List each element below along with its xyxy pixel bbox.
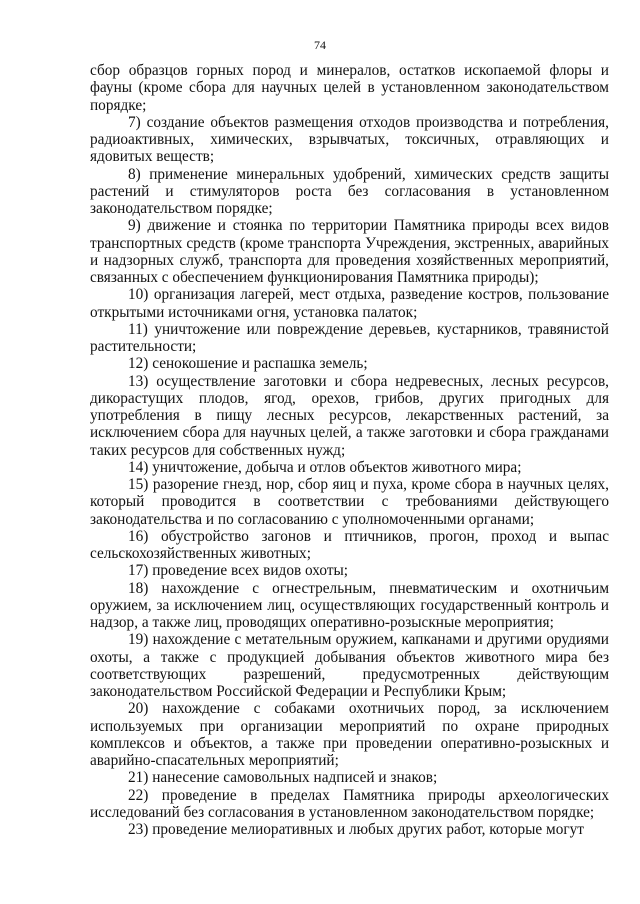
paragraph-item-12: 12) сенокошение и распашка земель; bbox=[128, 355, 368, 373]
paragraph-item-14: 14) уничтожение, добыча и отлов объектов животного мира; bbox=[128, 458, 522, 476]
paragraph-item-16: 16) обустройство загонов и птичников, прогон, проход и выпас сельскохозяйственных животных; bbox=[90, 527, 609, 562]
page-number: 74 bbox=[314, 38, 326, 52]
paragraph-item-20: 20) нахождение с собаками охотничьих пород, за исключением используемых при организации мероприятий по охране природных комплексов и объектов, а также при проведении оперативно-розыскных и аварийно-спасательных мероприятий; bbox=[90, 700, 609, 769]
paragraph-item-9: 9) движение и стоянка по территории Памятника природы всех видов транспортных средств (кроме транспорта Учреждения, экстренных, аварийных и надзорных служб, транспорта для проведения хозяйственных мероприятий, связанных с обеспечением функционирования Памятника природы); bbox=[90, 217, 609, 286]
paragraph-item-23: 23) проведение мелиоративных и любых других работ, которые могут bbox=[128, 821, 584, 838]
paragraph-item-7: 7) создание объектов размещения отходов производства и потребления, радиоактивных, химических, взрывчатых, токсичных, отравляющих и ядовитых веществ; bbox=[90, 113, 609, 166]
paragraph-item-15: 15) разорение гнезд, нор, сбор яиц и пуха, кроме сбора в научных целях, который проводится в соответствии с требованиями действующего законодательства и по согласованию с уполномоченными органами; bbox=[90, 476, 609, 528]
paragraph-item-21: 21) нанесение самовольных надписей и знаков; bbox=[128, 769, 438, 787]
paragraph-item-22: 22) проведение в пределах Памятника природы археологических исследований без согласования в установленном законодательством порядке; bbox=[90, 786, 609, 821]
paragraph-item-17: 17) проведение всех видов охоты; bbox=[128, 562, 349, 580]
paragraph-continuation: сбор образцов горных пород и минералов, остатков ископаемой флоры и фауны (кроме сбора для научных целей в установленном законодательством порядке; bbox=[90, 62, 609, 114]
paragraph-item-19: 19) нахождение с метательным оружием, капканами и другими орудиями охоты, а также с продукцией добывания объектов животного мира без соответствующих разрешений, предусмотренных действующим законодательством Российской Федерации и Республики Крым; bbox=[90, 631, 609, 700]
paragraph-item-13: 13) осуществление заготовки и сбора недревесных, лесных ресурсов, дикорастущих плодов, ягод, орехов, грибов, других пригодных для употребления в пищу лесных ресурсов, лекарственных растений, за исключением сбора для научных целей, а также заготовки и сбора гражданами таких ресурсов для собственных нужд; bbox=[90, 372, 609, 459]
paragraph-item-8: 8) применение минеральных удобрений, химических средств защиты растений и стимуляторов роста без согласования в установленном законодательством порядке; bbox=[90, 165, 609, 217]
paragraph-item-18: 18) нахождение с огнестрельным, пневматическим и охотничьим оружием, за исключением лиц, осуществляющих государственный контроль и надзор, а также лиц, проводящих оперативно-розыскные мероприятия; bbox=[90, 579, 609, 631]
paragraph-item-10: 10) организация лагерей, мест отдыха, разведение костров, пользование открытыми источниками огня, установка палаток; bbox=[90, 286, 609, 321]
document-body bbox=[90, 62, 609, 838]
paragraph-item-11: 11) уничтожение или повреждение деревьев, кустарников, травянистой растительности; bbox=[90, 320, 609, 355]
